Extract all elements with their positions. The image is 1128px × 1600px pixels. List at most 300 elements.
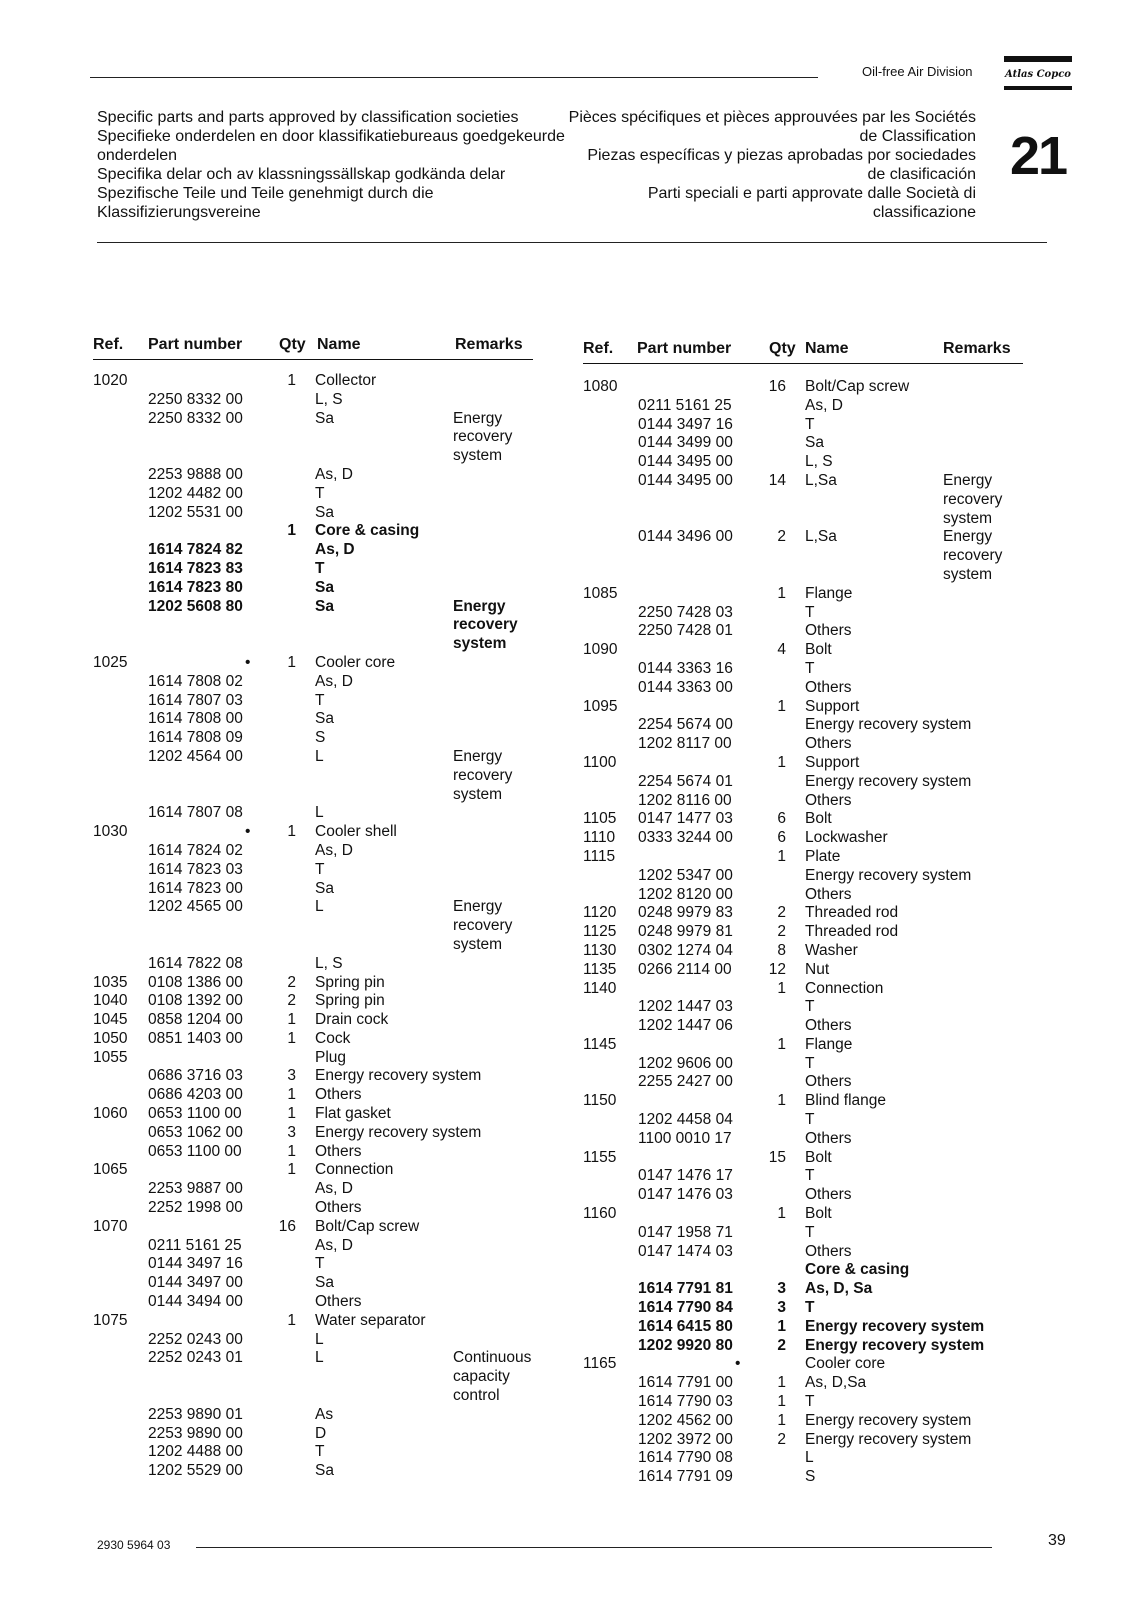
remarks-cell: system — [943, 565, 993, 583]
qty-cell: 4 — [777, 641, 786, 659]
qty-cell: 14 — [768, 471, 786, 489]
remarks-cell: capacity — [453, 1368, 510, 1386]
ref-cell: 1065 — [93, 1161, 128, 1179]
part-number-cell: 1614 7808 00 — [148, 710, 243, 728]
part-number-cell: 1202 9606 00 — [638, 1054, 733, 1072]
ref-cell: 1020 — [93, 372, 128, 389]
title-line: Specific parts and parts approved by classification societies — [97, 109, 519, 126]
name-cell: Energy recovery system — [805, 772, 972, 790]
header-name: Name — [805, 340, 849, 357]
title-line: de clasificación — [867, 166, 976, 183]
header-remarks: Remarks — [943, 340, 1011, 357]
part-number-cell: 1614 7807 03 — [148, 691, 243, 709]
remarks-cell: recovery — [453, 766, 513, 784]
qty-cell: 1 — [777, 979, 786, 997]
name-cell: Energy recovery system — [805, 1317, 985, 1335]
qty-cell: 1 — [777, 1317, 786, 1335]
title-line: Specifika delar och av klassningssällskap godkända delar — [97, 166, 506, 183]
name-cell: T — [315, 484, 325, 502]
ref-cell: 1125 — [583, 923, 617, 941]
header-name: Name — [317, 336, 361, 353]
name-cell: T — [805, 998, 815, 1016]
part-number-cell: 1614 7824 02 — [148, 841, 243, 859]
part-number-cell: 0144 3494 00 — [148, 1293, 243, 1311]
part-number-cell: 1614 6415 80 — [638, 1317, 733, 1335]
part-number-cell: 0147 1476 03 — [638, 1186, 733, 1204]
part-number-cell: 2253 9890 01 — [148, 1405, 243, 1423]
qty-cell: 3 — [777, 1299, 786, 1317]
name-cell: As, D — [315, 1236, 353, 1254]
qty-cell: 8 — [777, 941, 786, 959]
qty-cell: 1 — [777, 1393, 786, 1411]
division-label: Oil-free Air Division — [862, 64, 973, 79]
part-number-cell: 1202 1447 03 — [638, 998, 733, 1016]
title-line: onderdelen — [97, 147, 178, 164]
part-number-cell: 0653 1062 00 — [148, 1123, 243, 1141]
part-number-cell: 2253 9890 00 — [148, 1424, 243, 1442]
name-cell: L, S — [805, 453, 833, 471]
title-line: Klassifizierungsvereine — [97, 204, 261, 221]
remarks-cell: recovery — [453, 917, 513, 935]
name-cell: Energy recovery system — [805, 866, 972, 884]
name-cell: T — [805, 1167, 815, 1185]
qty-cell: 1 — [777, 847, 786, 865]
name-cell: As, D — [315, 465, 353, 483]
name-cell: Collector — [315, 372, 377, 389]
qty-cell: 1 — [287, 522, 296, 540]
name-cell: Sa — [805, 434, 824, 452]
part-number-cell: 1100 0010 17 — [638, 1129, 732, 1147]
name-cell: Spring pin — [315, 992, 385, 1010]
part-number-cell: 2252 0243 01 — [148, 1349, 243, 1367]
ref-cell: 1025 — [93, 653, 128, 671]
part-number-cell: 0211 5161 25 — [638, 396, 732, 414]
ref-cell: 1140 — [583, 979, 617, 997]
qty-cell: 3 — [287, 1123, 296, 1141]
qty-cell: 1 — [287, 1142, 296, 1160]
qty-cell: 2 — [287, 973, 296, 991]
ref-cell: 1080 — [583, 378, 618, 395]
part-number-cell: 1202 1447 06 — [638, 1017, 733, 1035]
name-cell: Others — [805, 1017, 852, 1035]
name-cell: Water separator — [315, 1311, 426, 1329]
part-number-cell: 2254 5674 01 — [638, 772, 733, 790]
name-cell: Others — [805, 1186, 852, 1204]
qty-cell: 6 — [777, 810, 786, 828]
name-cell: As, D,Sa — [805, 1374, 867, 1392]
qty-cell: 1 — [287, 1086, 296, 1104]
part-number-cell: 1614 7823 83 — [148, 559, 243, 577]
part-number-cell: 1202 4488 00 — [148, 1443, 243, 1461]
qty-cell: 16 — [768, 378, 786, 395]
qty-cell: 2 — [777, 1430, 786, 1448]
name-cell: Sa — [315, 1274, 334, 1292]
name-cell: Plate — [805, 847, 841, 865]
name-cell: Bolt/Cap screw — [805, 378, 910, 395]
name-cell: L, S — [315, 954, 343, 972]
part-number-cell: 2254 5674 00 — [638, 716, 733, 734]
name-cell: L,Sa — [805, 528, 837, 546]
ref-cell: 1045 — [93, 1011, 128, 1029]
name-cell: Others — [805, 1129, 852, 1147]
name-cell: Energy recovery system — [805, 1336, 985, 1354]
header-ref: Ref. — [93, 336, 124, 353]
qty-cell: 3 — [287, 1067, 296, 1085]
name-cell: Lockwasher — [805, 829, 888, 847]
qty-cell: 12 — [768, 960, 786, 978]
name-cell: Blind flange — [805, 1092, 887, 1110]
part-number-cell: 1614 7790 03 — [638, 1393, 733, 1411]
ref-cell: 1120 — [583, 904, 617, 922]
page-number: 39 — [1048, 1532, 1066, 1549]
part-number-cell: 1202 4565 00 — [148, 898, 243, 916]
ref-cell: 1030 — [93, 823, 128, 841]
name-cell: Sa — [315, 879, 334, 897]
header-part-number: Part number — [148, 336, 243, 353]
part-number-cell: 2250 7428 01 — [638, 622, 733, 640]
name-cell: Others — [805, 791, 852, 809]
name-cell: T — [315, 860, 325, 878]
part-number-cell: 1202 8117 00 — [638, 735, 732, 753]
part-number-cell: 0147 1476 17 — [638, 1167, 733, 1185]
ref-cell: 1130 — [583, 941, 617, 959]
part-number-cell: 0144 3497 16 — [638, 415, 733, 433]
qty-cell: 1 — [777, 753, 786, 771]
name-cell: Washer — [805, 941, 858, 959]
header-underline — [93, 359, 533, 360]
ref-cell: 1090 — [583, 641, 618, 659]
remarks-cell: Energy — [943, 528, 993, 546]
part-number-cell: 0266 2114 00 — [638, 960, 732, 978]
ref-cell: 1085 — [583, 584, 618, 602]
remarks-cell: Energy — [453, 409, 503, 427]
remarks-cell: recovery — [943, 547, 1003, 565]
part-number-cell: 0147 1958 71 — [638, 1223, 733, 1241]
part-number-cell: 0147 1474 03 — [638, 1242, 733, 1260]
remarks-cell: Energy — [453, 747, 503, 765]
ref-cell: 1160 — [583, 1205, 617, 1223]
part-number-cell: 2255 2427 00 — [638, 1073, 733, 1091]
name-cell: As, D — [315, 541, 355, 559]
part-number-cell: 0653 1100 00 — [148, 1142, 242, 1160]
name-cell: T — [805, 659, 815, 677]
part-number-cell: 0147 1477 03 — [638, 810, 733, 828]
name-cell: Energy recovery system — [805, 1430, 972, 1448]
name-cell: Sa — [315, 503, 334, 521]
name-cell: As, D — [805, 396, 843, 414]
qty-cell: 1 — [777, 697, 786, 715]
name-cell: Bolt — [805, 810, 832, 828]
titles-left — [97, 108, 567, 222]
part-number-cell: 0108 1392 00 — [148, 992, 243, 1010]
remarks-cell: recovery — [943, 490, 1003, 508]
part-number-cell: 0108 1386 00 — [148, 973, 243, 991]
name-cell: Cooler core — [315, 653, 396, 671]
part-number-cell: 1614 7823 03 — [148, 860, 243, 878]
brand-wordmark: Atlas Copco — [1005, 69, 1071, 80]
part-number-cell: 1614 7790 84 — [638, 1299, 733, 1317]
qty-cell: 1 — [287, 1311, 296, 1329]
part-number-cell: 1614 7823 80 — [148, 578, 243, 596]
part-number-cell: 1202 4562 00 — [638, 1411, 733, 1429]
part-number-cell: 2250 8332 00 — [148, 390, 243, 408]
remarks-cell: Energy — [453, 898, 503, 916]
name-cell: T — [315, 559, 325, 577]
name-cell: Others — [805, 1073, 852, 1091]
part-number-cell: 1614 7822 08 — [148, 954, 243, 972]
part-number-cell: 0653 1100 00 — [148, 1105, 242, 1123]
header-part-number: Part number — [637, 340, 732, 357]
name-cell: Others — [315, 1199, 362, 1217]
part-number-cell: 1614 7808 02 — [148, 672, 243, 690]
header-bottom-rule — [97, 242, 1047, 243]
name-cell: Bolt — [805, 1205, 832, 1223]
part-number-cell: 2250 8332 00 — [148, 409, 243, 427]
qty-cell: 1 — [777, 1205, 786, 1223]
ref-cell: 1040 — [93, 992, 128, 1010]
part-number-cell: 1614 7808 09 — [148, 729, 243, 747]
name-cell: L — [315, 898, 324, 916]
name-cell: Threaded rod — [805, 923, 899, 941]
qty-cell: 1 — [287, 1161, 296, 1179]
part-number-cell: 0144 3363 00 — [638, 678, 733, 696]
part-number-cell: 1614 7791 00 — [638, 1374, 733, 1392]
part-number-cell: 0851 1403 00 — [148, 1029, 243, 1047]
qty-cell: 1 — [777, 584, 786, 602]
qty-cell: 16 — [278, 1217, 296, 1235]
part-number-cell: 1202 4458 04 — [638, 1111, 733, 1129]
name-cell: T — [805, 1111, 815, 1129]
ref-cell: 1165 — [583, 1355, 617, 1373]
name-cell: L, S — [315, 390, 343, 408]
ref-cell: 1115 — [583, 847, 616, 865]
part-number-cell: 1614 7791 81 — [638, 1280, 733, 1298]
part-number-cell: 0302 1274 04 — [638, 941, 733, 959]
name-cell: As, D — [315, 1180, 353, 1198]
name-cell: As, D — [315, 841, 353, 859]
name-cell: Others — [805, 1242, 852, 1260]
part-number-cell: 1614 7791 09 — [638, 1468, 733, 1486]
name-cell: T — [805, 1393, 815, 1411]
part-number-cell: 1614 7807 08 — [148, 804, 243, 822]
name-cell: Drain cock — [315, 1011, 389, 1029]
name-cell: Connection — [805, 979, 884, 997]
part-number-cell: 0248 9979 81 — [638, 923, 733, 941]
qty-cell: 1 — [777, 1035, 786, 1053]
ref-cell: 1035 — [93, 973, 128, 991]
remarks-cell: system — [453, 447, 503, 465]
part-number-cell: 0211 5161 25 — [148, 1236, 242, 1254]
qty-cell: 2 — [287, 992, 296, 1010]
part-number-cell: 0248 9979 83 — [638, 904, 733, 922]
part-number-cell: 2253 9888 00 — [148, 465, 243, 483]
title-line: Parti speciali e parti approvate dalle Società di — [647, 185, 976, 202]
titles-right — [560, 108, 976, 222]
name-cell: Others — [805, 885, 852, 903]
name-cell: D — [315, 1424, 327, 1442]
name-cell: Bolt/Cap screw — [315, 1217, 420, 1235]
part-number-cell: 0144 3496 00 — [638, 528, 733, 546]
qty-cell: 1 — [777, 1092, 786, 1110]
name-cell: As, D — [315, 672, 353, 690]
part-number-cell: 1614 7790 08 — [638, 1449, 733, 1467]
title-line: Pièces spécifiques et pièces approuvées par les Sociétés — [568, 109, 976, 126]
part-number-cell: 1202 3972 00 — [638, 1430, 733, 1448]
ref-cell: 1060 — [93, 1105, 128, 1123]
part-number-cell: 1614 7823 00 — [148, 879, 243, 897]
bullet-marker: • — [735, 1355, 741, 1373]
qty-cell: 1 — [287, 653, 296, 671]
name-cell: Flat gasket — [315, 1105, 391, 1123]
ref-cell: 1105 — [583, 810, 617, 828]
name-cell: Energy recovery system — [315, 1067, 482, 1085]
name-cell: Energy recovery system — [805, 716, 972, 734]
part-number-cell: 1202 4564 00 — [148, 747, 243, 765]
ref-cell: 1095 — [583, 697, 618, 715]
qty-cell: 2 — [777, 528, 786, 546]
title-line: Piezas específicas y piezas aprobadas por sociedades — [587, 147, 976, 164]
name-cell: Connection — [315, 1161, 394, 1179]
qty-cell: 2 — [777, 923, 786, 941]
name-cell: L — [805, 1449, 814, 1467]
name-cell: Cock — [315, 1029, 351, 1047]
ref-cell: 1075 — [93, 1311, 128, 1329]
ref-cell: 1070 — [93, 1217, 128, 1235]
name-cell: Energy recovery system — [315, 1123, 482, 1141]
title-line: Specifieke onderdelen en door klassifikatiebureaus goedgekeurde — [97, 128, 565, 145]
header-remarks: Remarks — [455, 336, 523, 353]
name-cell: S — [805, 1468, 816, 1486]
qty-cell: 1 — [777, 1374, 786, 1392]
part-number-cell: 0144 3495 00 — [638, 471, 733, 489]
remarks-cell: control — [453, 1387, 500, 1405]
ref-cell: 1150 — [583, 1092, 617, 1110]
part-number-cell: 1202 4482 00 — [148, 484, 243, 502]
remarks-cell: system — [943, 509, 993, 527]
ref-cell: 1055 — [93, 1048, 128, 1066]
part-number-cell: 0144 3495 00 — [638, 453, 733, 471]
ref-cell: 1100 — [583, 753, 617, 771]
remarks-cell: Continuous — [453, 1349, 532, 1367]
part-number-cell: 0686 3716 03 — [148, 1067, 243, 1085]
name-cell: Nut — [805, 960, 830, 978]
name-cell: T — [805, 1054, 815, 1072]
name-cell: As — [315, 1405, 334, 1423]
name-cell: L — [315, 1349, 324, 1367]
chapter-number: 21 — [1010, 126, 1067, 186]
part-number-cell: 2252 1998 00 — [148, 1199, 243, 1217]
part-number-cell: 1614 7824 82 — [148, 541, 243, 559]
title-line: de Classification — [859, 128, 976, 145]
name-cell: Bolt — [805, 641, 832, 659]
part-number-cell: 0144 3499 00 — [638, 434, 733, 452]
footer-rule — [196, 1547, 992, 1548]
remarks-cell: system — [453, 635, 507, 653]
name-cell: Others — [315, 1293, 362, 1311]
part-number-cell: 2253 9887 00 — [148, 1180, 243, 1198]
remarks-cell: system — [453, 935, 503, 953]
name-cell: Sa — [315, 409, 334, 427]
part-number-cell: 1202 9920 80 — [638, 1336, 733, 1354]
bullet-marker: • — [245, 823, 251, 841]
part-number-cell: 0144 3497 16 — [148, 1255, 243, 1273]
header-underline — [583, 363, 1023, 364]
top-rule — [90, 77, 818, 78]
ref-cell: 1050 — [93, 1029, 128, 1047]
name-cell: Others — [805, 622, 852, 640]
name-cell: Spring pin — [315, 973, 385, 991]
name-cell: L — [315, 1330, 324, 1348]
part-number-cell: 1202 5608 80 — [148, 597, 243, 615]
qty-cell: 15 — [768, 1148, 786, 1166]
name-cell: L — [315, 804, 324, 822]
name-cell: Others — [805, 735, 852, 753]
part-number-cell: 0144 3363 16 — [638, 659, 733, 677]
qty-cell: 1 — [287, 1105, 296, 1123]
qty-cell: 3 — [777, 1280, 786, 1298]
name-cell: T — [805, 603, 815, 621]
name-cell: S — [315, 729, 326, 747]
name-cell: Sa — [315, 578, 334, 596]
name-cell: Cooler shell — [315, 823, 397, 841]
part-number-cell: 2250 7428 03 — [638, 603, 733, 621]
qty-cell: 1 — [777, 1411, 786, 1429]
qty-cell: 1 — [287, 372, 296, 389]
name-cell: T — [805, 1223, 815, 1241]
remarks-cell: recovery — [453, 616, 518, 634]
remarks-cell: recovery — [453, 428, 513, 446]
qty-cell: 1 — [287, 1011, 296, 1029]
part-number-cell: 0144 3497 00 — [148, 1274, 243, 1292]
name-cell: Sa — [315, 710, 334, 728]
remarks-cell: system — [453, 785, 503, 803]
qty-cell: 2 — [777, 904, 786, 922]
part-number-cell: 1202 8116 00 — [638, 791, 732, 809]
name-cell: As, D, Sa — [805, 1280, 873, 1298]
part-number-cell: 0858 1204 00 — [148, 1011, 243, 1029]
name-cell: T — [805, 1299, 815, 1317]
name-cell: Sa — [315, 597, 334, 615]
name-cell: Others — [315, 1142, 362, 1160]
header-ref: Ref. — [583, 340, 614, 357]
name-cell: Support — [805, 697, 860, 715]
part-number-cell: 0686 4203 00 — [148, 1086, 243, 1104]
name-cell: Energy recovery system — [805, 1411, 972, 1429]
name-cell: Cooler core — [805, 1355, 886, 1373]
part-number-cell: 1202 5347 00 — [638, 866, 733, 884]
part-number-cell: 1202 5529 00 — [148, 1462, 243, 1480]
title-line: classificazione — [872, 204, 976, 221]
remarks-cell: Energy — [943, 471, 993, 489]
brand-logo — [1004, 56, 1072, 96]
name-cell: Threaded rod — [805, 904, 899, 922]
name-cell: Core & casing — [805, 1261, 910, 1279]
name-cell: T — [315, 691, 325, 709]
qty-cell: 6 — [777, 829, 786, 847]
name-cell: L,Sa — [805, 471, 837, 489]
part-number-cell: 2252 0243 00 — [148, 1330, 243, 1348]
qty-cell: 1 — [287, 1029, 296, 1047]
part-number-cell: 1202 8120 00 — [638, 885, 733, 903]
name-cell: Others — [315, 1086, 362, 1104]
ref-cell: 1145 — [583, 1035, 617, 1053]
name-cell: Sa — [315, 1462, 334, 1480]
ref-cell: 1110 — [583, 829, 616, 847]
header-qty: Qty — [279, 336, 306, 353]
ref-cell: 1155 — [583, 1148, 617, 1166]
name-cell: T — [805, 415, 815, 433]
ref-cell: 1135 — [583, 960, 617, 978]
